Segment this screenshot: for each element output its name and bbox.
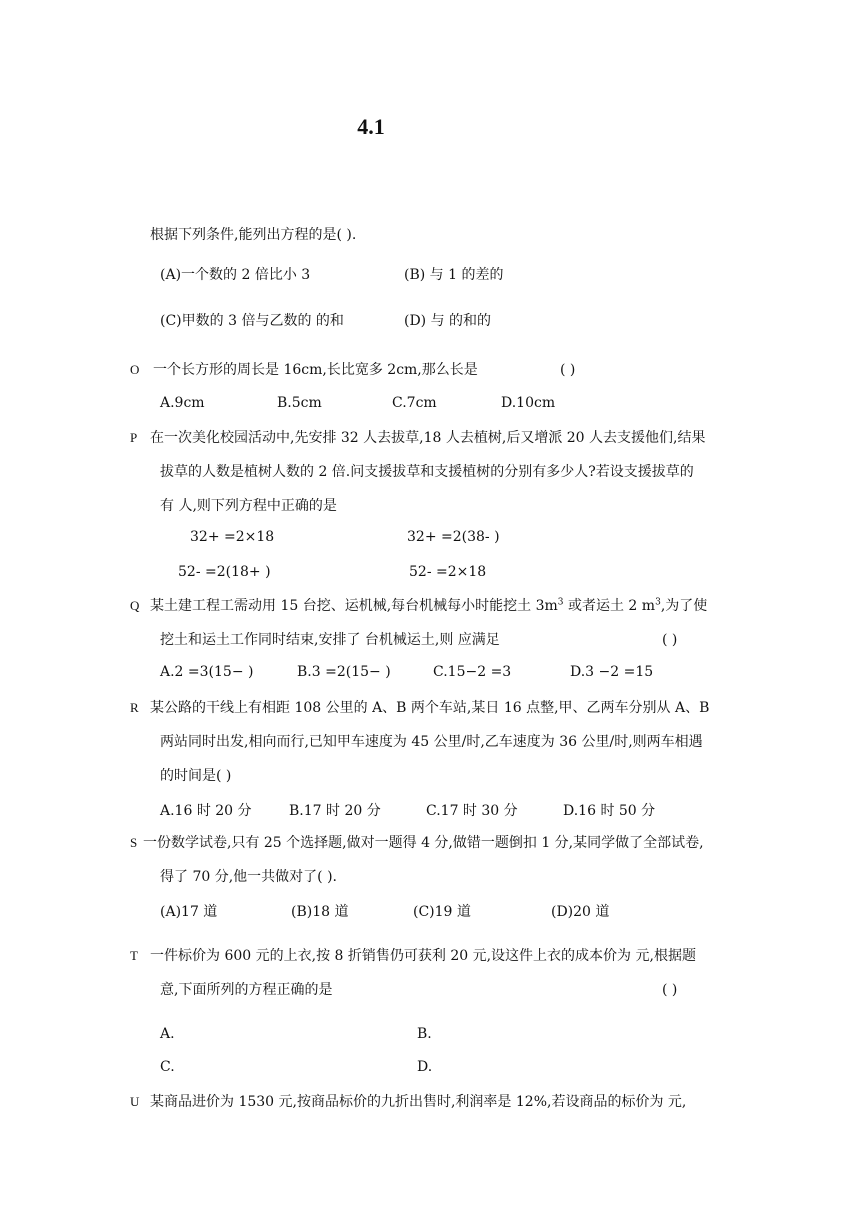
- option-d: D.3 −2 =15: [570, 664, 654, 680]
- option-d: 52- =2×18: [409, 564, 487, 580]
- text-part: 某土建工程工需动用 15 台挖、运机械,每台机械每小时能挖土 3m: [150, 598, 558, 614]
- option-b: B.5cm: [277, 395, 322, 411]
- question-line-1: 某公路的干线上有相距 108 公里的 A、B 两个车站,某日 16 点整,甲、乙两车分别从 A、B: [150, 700, 710, 716]
- option-b: B.: [417, 1026, 432, 1042]
- option-c: (C)19 道: [413, 904, 471, 920]
- option-c: C.7cm: [392, 395, 437, 411]
- text-part: 或者运土 2 m: [563, 598, 656, 614]
- question-stem: 一个长方形的周长是 16cm,长比宽多 2cm,那么长是: [153, 362, 478, 378]
- option-b: B.3 =2(15− ): [297, 664, 391, 680]
- question-number: S: [130, 835, 138, 850]
- option-c: C.17 时 30 分: [426, 803, 518, 819]
- question-line-3: 有 人,则下列方程中正确的是: [160, 498, 337, 514]
- question-number: P: [130, 430, 138, 445]
- option-c: 52- =2(18+ ): [178, 564, 271, 580]
- option-a: A.9cm: [160, 395, 205, 411]
- section-title: 4.1: [357, 114, 385, 139]
- option-c: C.: [160, 1059, 175, 1075]
- question-number: Q: [130, 598, 140, 613]
- question-line-1: 一份数学试卷,只有 25 个选择题,做对一题得 4 分,做错一题倒扣 1 分,某同学做了全部试卷,: [143, 835, 704, 851]
- question-number: U: [130, 1094, 140, 1109]
- question-line-2: 拔草的人数是植树人数的 2 倍.问支援拔草和支援植树的分别有多少人?若设支援拔草的: [160, 464, 694, 480]
- answer-parenthesis: ( ): [560, 362, 576, 378]
- question-line-1: [150, 596, 707, 616]
- option-c: (C)甲数的 3 倍与乙数的 的和: [160, 313, 344, 329]
- option-c: C.15−2 =3: [433, 664, 512, 680]
- option-d: D.: [417, 1059, 433, 1075]
- question-number: T: [130, 948, 138, 963]
- option-a: 32+ =2×18: [190, 529, 275, 545]
- question-line-2: 意,下面所列的方程正确的是: [160, 982, 333, 998]
- option-d: (D)20 道: [551, 904, 610, 920]
- option-a: A.2 =3(15− ): [160, 664, 254, 680]
- option-b: 32+ =2(38- ): [407, 529, 500, 545]
- answer-parenthesis: ( ): [662, 982, 678, 998]
- option-d: (D) 与 的和的: [404, 313, 492, 329]
- answer-parenthesis: ( ): [662, 632, 678, 648]
- question-number: R: [130, 700, 139, 715]
- option-d: D.16 时 50 分: [563, 803, 656, 819]
- question-line-2: 挖土和运土工作同时结束,安排了 台机械运土,则 应满足: [160, 632, 500, 648]
- superscript: 3: [655, 597, 661, 608]
- question-number: O: [130, 362, 140, 377]
- option-a: A.16 时 20 分: [160, 803, 252, 819]
- question-line-1: 一件标价为 600 元的上衣,按 8 折销售仍可获利 20 元,设这件上衣的成本价为 元,根据题: [150, 948, 696, 964]
- option-b: (B) 与 1 的差的: [404, 267, 504, 283]
- option-a: A.: [160, 1026, 175, 1042]
- option-b: B.17 时 20 分: [289, 803, 381, 819]
- question-line-2: 得了 70 分,他一共做对了( ).: [160, 869, 337, 885]
- superscript: 3: [557, 597, 564, 608]
- option-b: (B)18 道: [291, 904, 349, 920]
- question-line-1: 某商品进价为 1530 元,按商品标价的九折出售时,利润率是 12%,若设商品的标价为 元,: [150, 1094, 687, 1110]
- question-line-3: 的时间是( ): [160, 768, 232, 784]
- option-d: D.10cm: [501, 395, 556, 411]
- option-a: (A)一个数的 2 倍比小 3: [160, 267, 311, 283]
- option-a: (A)17 道: [160, 904, 218, 920]
- question-line-1: 在一次美化校园活动中,先安排 32 人去拔草,18 人去植树,后又增派 20 人去支援他们,结果: [150, 430, 706, 446]
- question-stem: 根据下列条件,能列出方程的是( ).: [150, 227, 357, 243]
- text-part: ,为了使: [660, 598, 708, 614]
- question-line-2: 两站同时出发,相向而行,已知甲车速度为 45 公里/时,乙车速度为 36 公里/时,则两车相遇: [160, 734, 703, 750]
